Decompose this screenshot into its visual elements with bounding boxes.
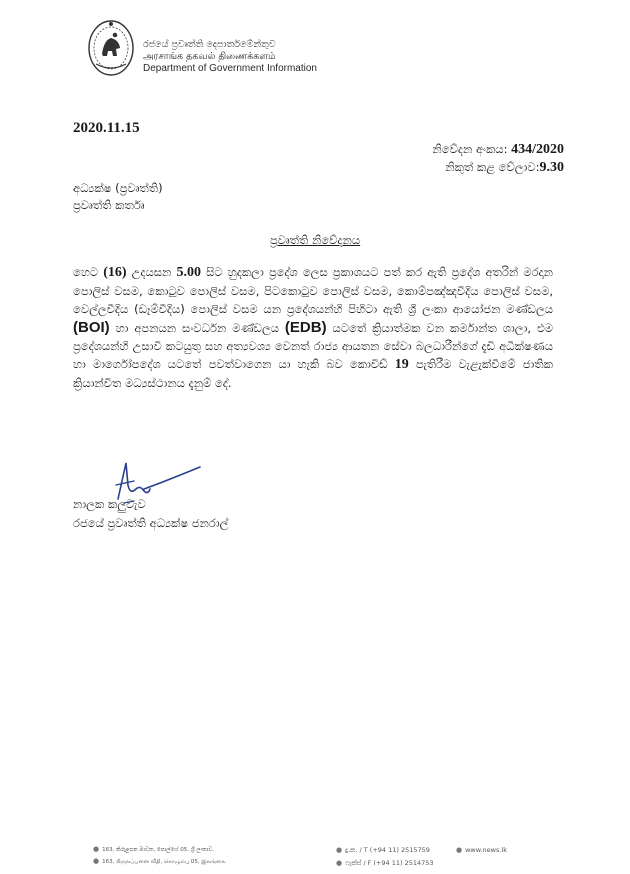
signatory-title: රජයේ ප්‍රවෘත්ති අධ්‍යක්ෂ ජනරාල් xyxy=(73,516,229,530)
body-number: 19 xyxy=(394,357,409,373)
location-pin-icon: ● xyxy=(93,857,100,865)
release-time-value: 9.30 xyxy=(539,160,564,175)
letterhead-sinhala: රජයේ ප්‍රවෘත්ති දෙපාර්තමේන්තුව xyxy=(143,39,276,50)
release-date: 2020.11.15 xyxy=(73,120,140,136)
footer-address-sinhala xyxy=(93,845,214,854)
release-number-value: 434/2020 xyxy=(511,142,564,157)
location-pin-icon: ● xyxy=(93,845,100,853)
footer-phone-label: දු.ක. / T xyxy=(345,846,368,854)
document-subject-text: ප්‍රවෘත්ති නිවේදනය xyxy=(269,233,361,247)
government-emblem-icon xyxy=(86,18,136,78)
letterhead-tamil: அரசாங்க தகவல் திணைக்களம் xyxy=(143,51,276,62)
release-time-label: නිකුත් කළ වේලාව: xyxy=(445,160,540,174)
recipient-director-news: අධ්‍යක්ෂ (ප්‍රවෘත්ති) xyxy=(73,181,163,195)
body-text: සිට හුදකලා ප්‍රදේශ ලෙස ප්‍රකාශයට පත් කර ඇති ප්‍රදේශ අතරින් මරදාන පොලිස් වසම, කොටුව පොලිස් වසම, පිටකොටුව පොලිස් වසම, කොම්පඤ්ඤවීදිය පොලිස් වසම, වෙල්ලවීදිය (ඩෑම්වීදිය) පොලිස් වසම යන ප්‍රදේශයන්හි පිහිටා ඇති ශ්‍රී ලංකා ආයෝජන මණ්ඩලය xyxy=(73,265,553,317)
body-text: හා අපනයන සංවර්ධන මණ්ඩලය xyxy=(109,320,285,335)
footer-address-tamil xyxy=(93,857,227,866)
footer-website-url: www.news.lk xyxy=(465,846,507,854)
footer-fax xyxy=(336,859,434,868)
body-paragraph xyxy=(73,263,553,392)
footer-website xyxy=(456,846,507,854)
body-text: උදයසන xyxy=(126,265,177,279)
fax-icon: ● xyxy=(336,859,343,867)
body-text: යටතේ ක්‍රියාත්මක වන කර්මාන්ත ශාලා, එම ප්‍රදේශයන්හි උසාවි කටයුතු සහ අත්‍යවශ්‍ය වෙනත් රාජ්‍ය ආයතන සේවා බලධාරීන්ගේ දැඩි අධීක්ෂණය හා මාර්ගෝපදේශ යටතේ පවත්වාගෙන යා හැකි බව කොවිඩ් xyxy=(73,320,553,372)
signatory-name: නාලක කලුවැව xyxy=(73,497,146,511)
release-time xyxy=(445,160,564,176)
letterhead-english: Department of Government Information xyxy=(143,63,317,74)
footer-fax-number: (+94 11) 2514753 xyxy=(373,859,434,867)
body-text: හෙට xyxy=(73,265,104,279)
document-subject xyxy=(0,233,630,248)
body-text: පැතිරීම වැළැක්වීමේ ජාතික ක්‍රියාන්විත මධ්‍යස්ථානය දැනුම් දේ. xyxy=(73,357,553,391)
footer-address-text: 163, கிருலப்பனை வீதி, கொழும்பு 05, இலங்கை. xyxy=(102,859,227,865)
globe-icon: ● xyxy=(456,846,463,854)
release-number xyxy=(432,142,564,158)
footer-address-text: 163, කිරුළපන මාවත, පොල්හේ 05, ශ්‍රී ලංකාව. xyxy=(102,847,215,853)
body-number: (16) xyxy=(103,265,127,280)
recipient-news-editor: ප්‍රවෘත්ති කර්තෘ xyxy=(73,198,145,212)
body-abbreviation: (EDB) xyxy=(284,318,327,336)
body-number: 5.00 xyxy=(176,265,201,280)
body-abbreviation: (BOI) xyxy=(73,318,110,336)
phone-icon: ● xyxy=(336,846,343,854)
footer-phone-number: (+94 11) 2515759 xyxy=(369,846,430,854)
release-number-label: නිවේදන අංකය: xyxy=(432,142,512,156)
footer-fax-label: ෆැක්ස් / F xyxy=(345,859,372,867)
footer-phone xyxy=(336,846,430,855)
